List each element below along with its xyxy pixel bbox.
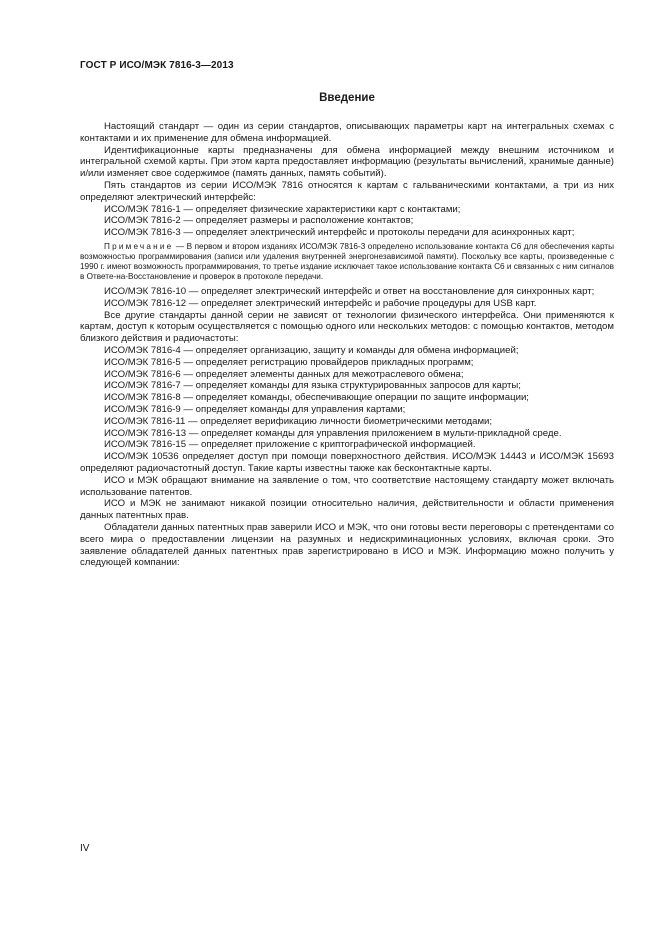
- list-item: ИСО/МЭК 7816-12 — определяет электрический интерфейс и рабочие процедуры для USB карт.: [104, 297, 537, 309]
- list-item: ИСО/МЭК 7816-10 — определяет электрический интерфейс и ответ на восстановление для синхронных карт;: [104, 285, 595, 297]
- list-item: ИСО/МЭК 7816-3 — определяет электрический интерфейс и протоколы передачи для асинхронных карт;: [104, 227, 575, 239]
- list-item: ИСО/МЭК 7816-2 — определяет размеры и расположение контактов;: [104, 215, 414, 227]
- list-item: ИСО/МЭК 7816-8 — определяет команды, обеспечивающие операции по защите информации;: [104, 392, 529, 404]
- page-number: IV: [80, 843, 90, 854]
- section-title: Введение: [319, 92, 375, 104]
- document-header-code: ГОСТ Р ИСО/МЭК 7816-3—2013: [80, 60, 234, 71]
- list-item: ИСО/МЭК 7816-13 — определяет команды для управления приложением в мульти-прикладной среде.: [104, 427, 562, 439]
- list-item: ИСО/МЭК 7816-1 — определяет физические характеристики карт с контактами;: [104, 203, 461, 215]
- note-text: — В первом и втором изданиях ИСО/МЭК 7816-3 определено использование контакта С6 для обеспечения карты возможностью программирования (записи или удаления внутренней энергонезависимой памяти). Поскольку все карты, произведенные с 1990 г. имеют возможность программирования, то третье издание исключает такое использование контакта С6 и связанных с ним сигналов в Ответе-на-Восстановление и проверок в протоколе передачи.: [80, 241, 614, 281]
- paragraph: ИСО/МЭК 10536 определяет доступ при помощи поверхностного действия. ИСО/МЭК 14443 и ИСО/МЭК 15693 определяют радиочастотный доступ. Такие карты известны также как бесконтактные карты.: [80, 451, 614, 474]
- paragraph: Настоящий стандарт — один из серии стандартов, описывающих параметры карт на интегральных схемах с контактами и их применение для обмена информацией.: [80, 121, 614, 144]
- note: [80, 242, 614, 282]
- list-item: ИСО/МЭК 7816-15 — определяет приложение с криптографической информацией.: [104, 439, 476, 451]
- note-label: Примечание: [104, 241, 174, 251]
- paragraph: Обладатели данных патентных прав заверили ИСО и МЭК, что они готовы вести переговоры с претендентами со всего мира о предоставлении лицензии на разумных и недискриминационных условиях, включая сроки. Это заявление обладателей данных патентных прав зарегистрировано в ИСО и МЭК. Информацию можно получить у следующей компании:: [80, 521, 614, 569]
- list-item: ИСО/МЭК 7816-5 — определяет регистрацию провайдеров прикладных программ;: [104, 356, 474, 368]
- paragraph: ИСО и МЭК обращают внимание на заявление о том, что соответствие настоящему стандарту может включать использование патентов.: [80, 474, 614, 498]
- paragraph: ИСО и МЭК не занимают никакой позиции относительно наличия, действительности и области применения данных патентных прав.: [80, 498, 614, 522]
- list-item: ИСО/МЭК 7816-9 — определяет команды для управления картами;: [104, 403, 406, 415]
- list-item: ИСО/МЭК 7816-7 — определяет команды для языка структурированных запросов для карты;: [104, 380, 521, 392]
- list-item: ИСО/МЭК 7816-4 — определяет организацию, защиту и команды для обмена информацией;: [104, 344, 519, 356]
- body-text: [80, 121, 614, 569]
- list-item: ИСО/МЭК 7816-11 — определяет верификацию личности биометрическими методами;: [104, 415, 493, 427]
- paragraph: Все другие стандарты данной серии не зависят от технологии физического интерфейса. Они применяются к картам, доступ к которым осуществляется с помощью одного или нескольких методов: с помощью контактов, методом близкого действия и радиочастоты:: [80, 309, 614, 345]
- paragraph: Пять стандартов из серии ИСО/МЭК 7816 относятся к картам с гальваническими контактами, а три из них определяют электрический интерфейс:: [80, 179, 614, 203]
- list-item: ИСО/МЭК 7816-6 — определяет элементы данных для межотраслевого обмена;: [104, 368, 464, 380]
- paragraph: Идентификационные карты предназначены для обмена информацией между внешним источником и интегральной схемой карты. При этом карта предоставляет информацию (результаты вычислений, хранимые данные) и/или изменяет свое содержимое (память данных, память событий).: [80, 144, 614, 180]
